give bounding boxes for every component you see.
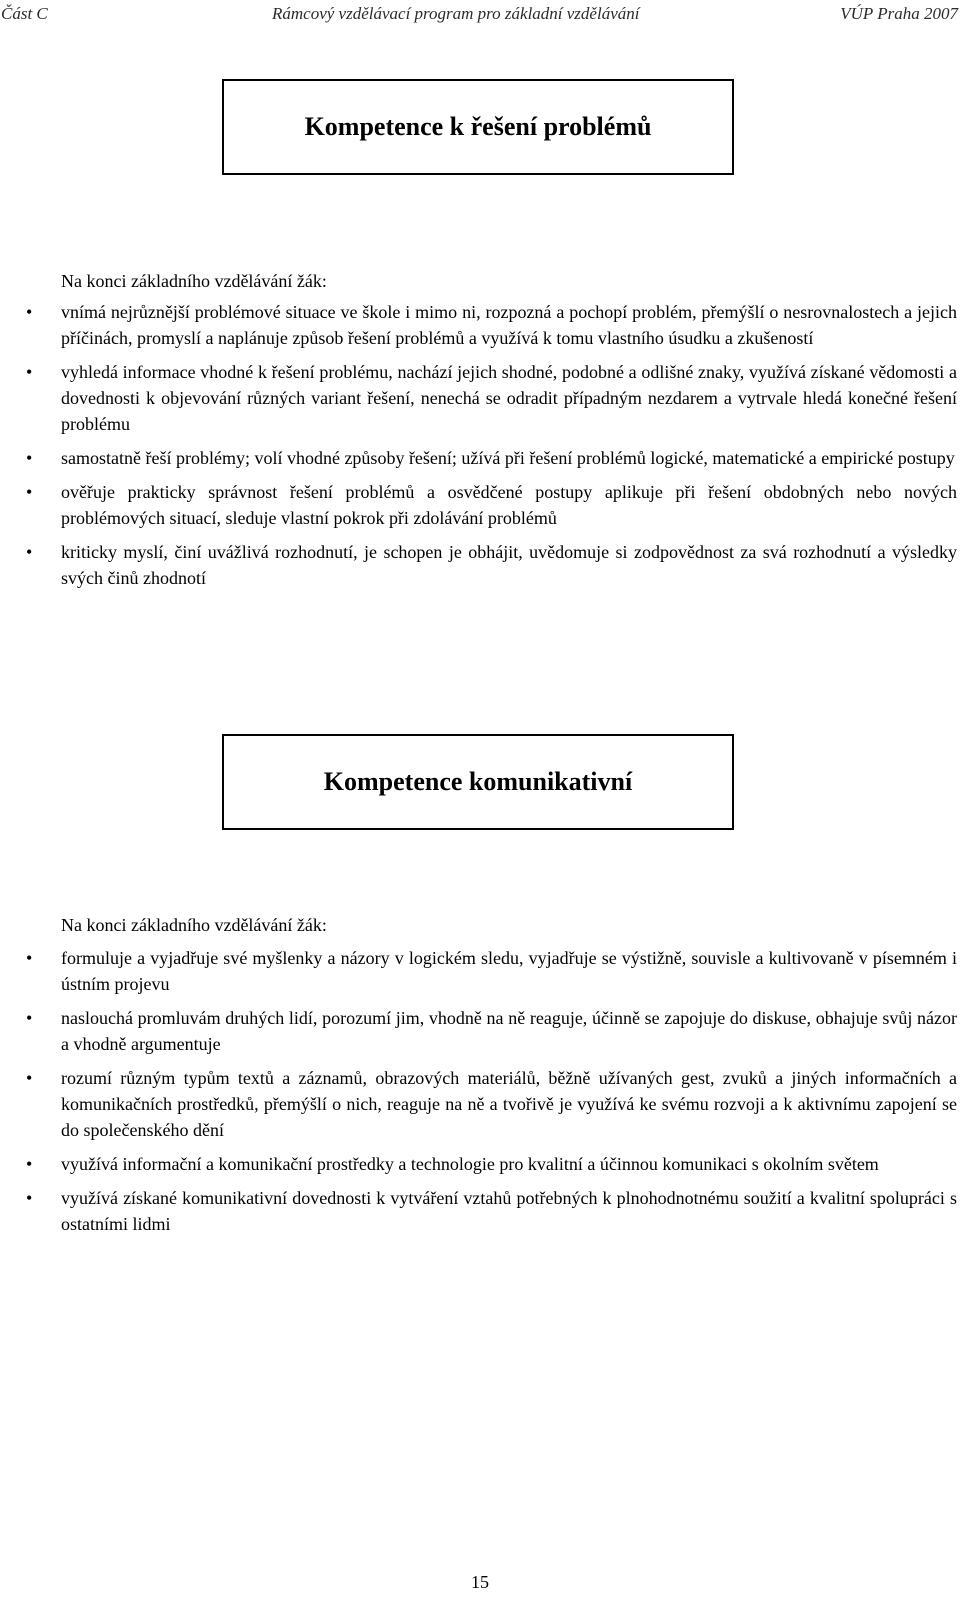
list-item bbox=[0, 1065, 960, 1143]
list-item-text: samostatně řeší problémy; volí vhodné způsoby řešení; užívá při řešení problémů logické, matematické a empirické postupy bbox=[61, 448, 955, 468]
list-item-text: rozumí různým typům textů a záznamů, obrazových materiálů, běžně užívaných gest, zvuků a jiných informačních a komunikačních prostředků, přemýšlí o nich, reaguje na ně a tvořivě je využívá ke svému rozvoji a k aktivnímu zapojení se do společenského dění bbox=[61, 1068, 957, 1140]
page-header bbox=[0, 2, 960, 28]
list-item-text: využívá získané komunikativní dovednosti k vytváření vztahů potřebných k plnohodnotnému soužití a kvalitní spolupráci s ostatními lidmi bbox=[61, 1188, 957, 1234]
list-item-text: naslouchá promluvám druhých lidí, porozumí jim, vhodně na ně reaguje, účinně se zapojuje do diskuse, obhajuje svůj názor a vhodně argumentuje bbox=[61, 1008, 957, 1054]
section-title-box bbox=[222, 734, 734, 830]
list-item-text: vyhledá informace vhodné k řešení problému, nachází jejich shodné, podobné a odlišné znaky, využívá získané vědomosti a dovednosti k objevování různých variant řešení, nenechá se odradit případným nezdarem a vytrvale hledá konečné řešení problému bbox=[61, 362, 957, 434]
competence-list bbox=[0, 945, 960, 1245]
page-number: 15 bbox=[471, 1572, 489, 1592]
bullet-icon: • bbox=[26, 362, 33, 382]
list-item-text: formuluje a vyjadřuje své myšlenky a názory v logickém sledu, vyjadřuje se výstižně, souvisle a kultivovaně v písemném i ústním projevu bbox=[61, 948, 957, 994]
bullet-icon: • bbox=[26, 482, 33, 502]
section-intro: Na konci základního vzdělávání žák: bbox=[61, 271, 327, 291]
header-section-label: Část C bbox=[1, 4, 48, 23]
bullet-icon: • bbox=[26, 948, 33, 968]
bullet-icon: • bbox=[26, 1008, 33, 1028]
list-item-text: ověřuje prakticky správnost řešení problémů a osvědčené postupy aplikuje při řešení obdobných nebo nových problémových situací, sleduje vlastní pokrok při zdolávání problémů bbox=[61, 482, 957, 528]
list-item bbox=[0, 539, 960, 591]
list-item-text: vnímá nejrůznější problémové situace ve škole i mimo ni, rozpozná a pochopí problém, přemýšlí o nesrovnalostech a jejich příčinách, promyslí a naplánuje způsob řešení problémů a využívá k tomu vlastního úsudku a zkušeností bbox=[61, 302, 957, 348]
bullet-icon: • bbox=[26, 1068, 33, 1088]
bullet-icon: • bbox=[26, 542, 33, 562]
section-intro: Na konci základního vzdělávání žák: bbox=[61, 915, 327, 935]
bullet-icon: • bbox=[26, 302, 33, 322]
competence-list bbox=[0, 299, 960, 599]
list-item bbox=[0, 359, 960, 437]
list-item-text: využívá informační a komunikační prostředky a technologie pro kvalitní a účinnou komunikaci s okolním světem bbox=[61, 1154, 879, 1174]
list-item bbox=[0, 445, 960, 471]
header-document-title: Rámcový vzdělávací program pro základní vzdělávání bbox=[272, 4, 640, 23]
list-item bbox=[0, 299, 960, 351]
section-title: Kompetence k řešení problémů bbox=[304, 112, 652, 141]
bullet-icon: • bbox=[26, 1154, 33, 1174]
list-item bbox=[0, 1185, 960, 1237]
list-item bbox=[0, 1151, 960, 1177]
section-title: Kompetence komunikativní bbox=[323, 767, 633, 796]
list-item bbox=[0, 479, 960, 531]
list-item bbox=[0, 945, 960, 997]
list-item bbox=[0, 1005, 960, 1057]
bullet-icon: • bbox=[26, 1188, 33, 1208]
list-item-text: kriticky myslí, činí uvážlivá rozhodnutí, je schopen je obhájit, uvědomuje si zodpovědnost za svá rozhodnutí a výsledky svých činů zhodnotí bbox=[61, 542, 957, 588]
section-title-box bbox=[222, 79, 734, 175]
bullet-icon: • bbox=[26, 448, 33, 468]
header-publisher: VÚP Praha 2007 bbox=[840, 4, 958, 23]
